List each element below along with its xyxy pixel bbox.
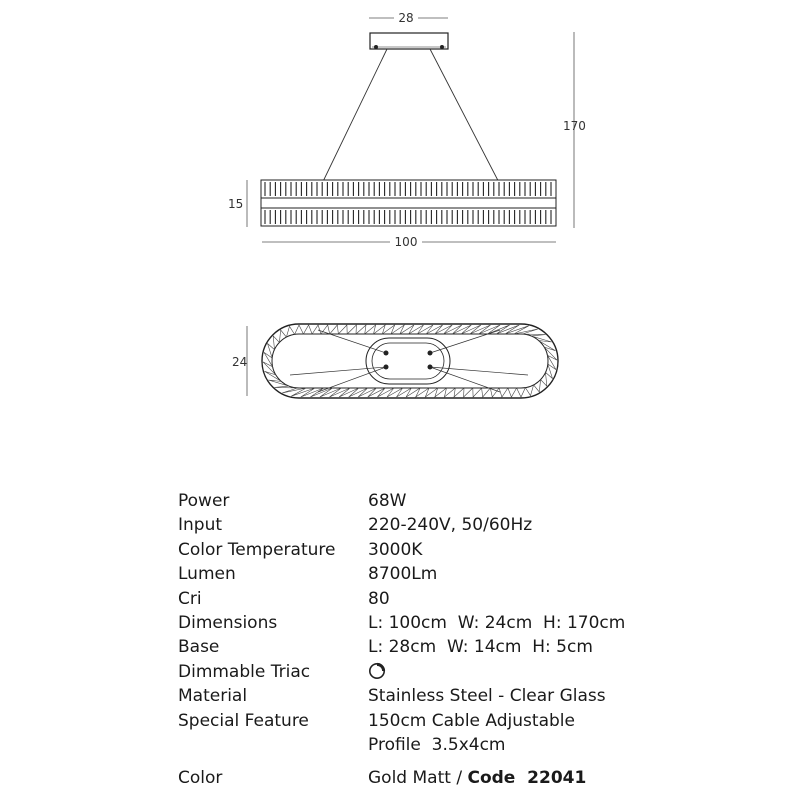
spec-label: Power: [178, 491, 230, 511]
spec-row-profile: [178, 733, 778, 757]
spec-label: Material: [178, 686, 248, 707]
spec-value: L: 100cm W: 24cm H: 170cm: [368, 612, 626, 633]
spec-row-dimensions: [178, 611, 778, 635]
spec-label: Special Feature: [178, 710, 309, 731]
base-width-label: 28: [398, 11, 414, 25]
spec-value: 150cm Cable Adjustable: [368, 710, 575, 731]
spec-row-cri: [178, 587, 778, 611]
length-label: 100: [394, 235, 418, 249]
spec-label: Color Temperature: [178, 539, 336, 560]
spec-label: Color: [178, 768, 223, 789]
spec-row-dimmable: [178, 660, 778, 684]
spec-row-material: [178, 684, 778, 708]
spec-label: Base: [178, 637, 220, 658]
product-code: Code 22041: [467, 768, 587, 789]
side-view-fixture: [261, 180, 556, 226]
spec-value: [368, 660, 386, 684]
spec-label: Cri: [178, 588, 202, 609]
spec-row-special-feature: [178, 709, 778, 733]
spec-row-power: [178, 489, 778, 513]
spec-row-input: [178, 513, 778, 537]
spec-value: [368, 766, 586, 790]
spec-label: Lumen: [178, 564, 236, 585]
cable-right: [430, 49, 506, 196]
spec-value: L: 28cm W: 14cm H: 5cm: [368, 637, 593, 658]
color-separator: /: [456, 768, 463, 789]
spec-value: 8700Lm: [368, 564, 438, 585]
spec-table: [178, 489, 778, 791]
spec-row-base: [178, 635, 778, 659]
spec-label: Dimensions: [178, 612, 278, 633]
spec-value: 68W: [368, 491, 407, 511]
dimmable-icon: [368, 662, 386, 680]
ceiling-base: [370, 33, 448, 49]
color-value: Gold Matt: [368, 768, 451, 789]
spec-row-lumen: [178, 562, 778, 586]
spec-row-color: [178, 766, 778, 790]
height-label: 170: [563, 119, 586, 133]
band-height-label: 15: [228, 197, 244, 211]
spec-value: 3000K: [368, 539, 423, 560]
spec-label: Input: [178, 515, 223, 536]
spec-row-color-temperature: [178, 538, 778, 562]
spec-value: 80: [368, 588, 390, 609]
spec-value: Profile 3.5x4cm: [368, 734, 506, 755]
spec-label: Dimmable Triac: [178, 661, 311, 682]
cable-left: [316, 49, 387, 196]
depth-label: 24: [232, 355, 248, 369]
spec-value: 220-240V, 50/60Hz: [368, 515, 533, 536]
top-view-fixture: [262, 324, 558, 398]
spec-value: Stainless Steel - Clear Glass: [368, 686, 606, 707]
